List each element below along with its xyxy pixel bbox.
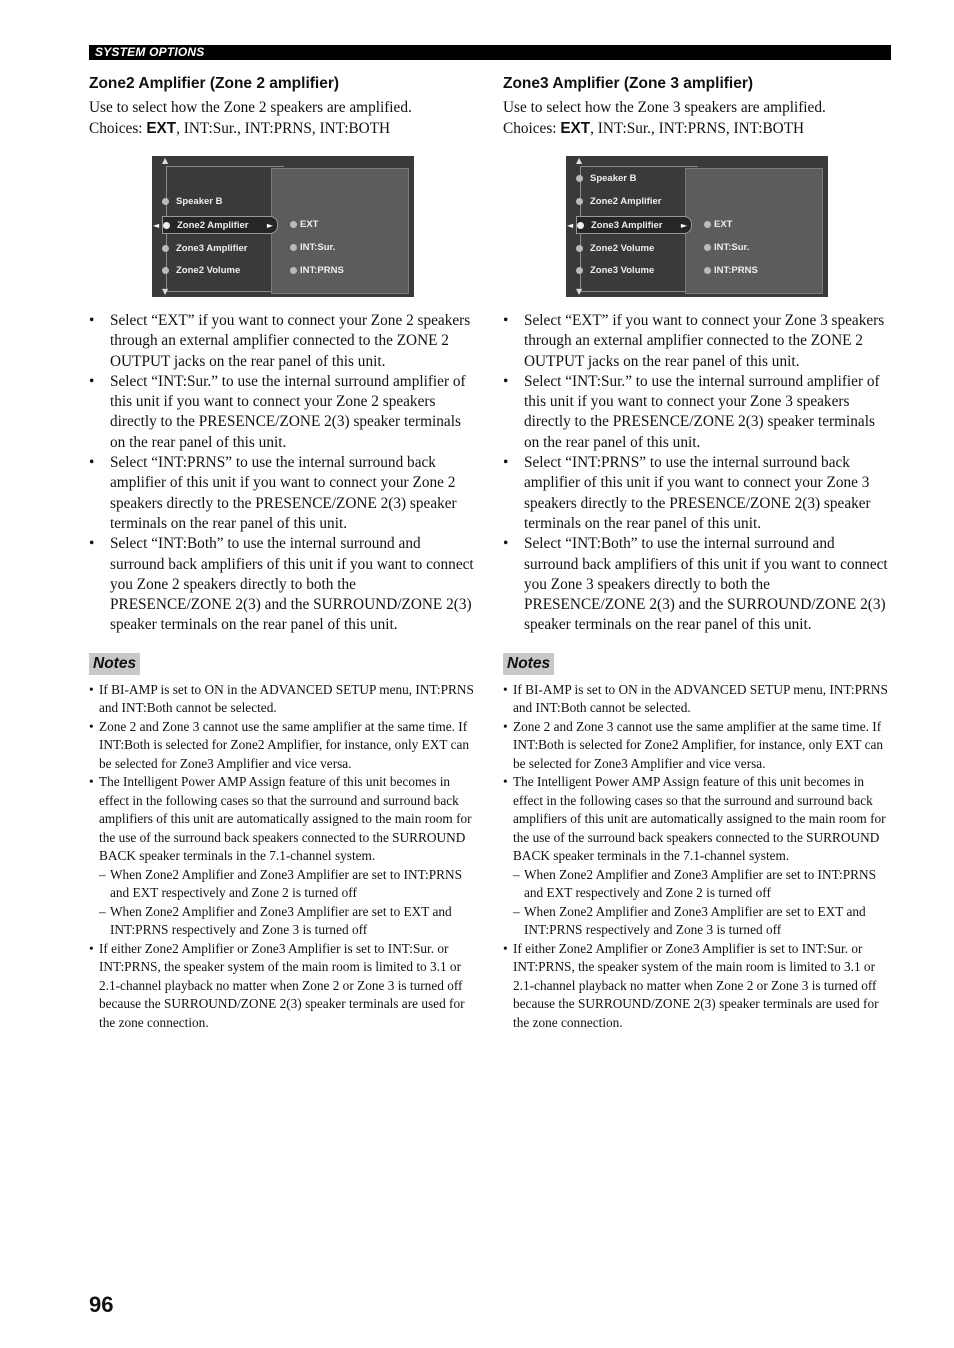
- bullet-dot-icon: [163, 222, 170, 229]
- bullet-dot-icon: [576, 267, 583, 274]
- osd-menu-item: Zone3 Volume: [576, 262, 688, 279]
- zone3-amplifier-column: [503, 74, 889, 1032]
- note-item: • If either Zone2 Amplifier or Zone3 Amplifier is set to INT:Sur. or INT:PRNS, the speaker system of the main room is limited to 3.1 or 2.1-channel playback no matter when Zone 2 or Zone 3 is turned off because the SURROUND/ZONE 2(3) speaker terminals are used for the zone connection.: [89, 940, 475, 1033]
- bullet-dot-icon: [576, 198, 583, 205]
- bullet-dot-icon: [577, 222, 584, 229]
- list-item: • Select “EXT” if you want to connect your Zone 3 speakers through an external amplifier connected to the ZONE 2 OUTPUT jacks on the rear panel of this unit.: [503, 311, 889, 372]
- note-item: • Zone 2 and Zone 3 cannot use the same amplifier at the same time. If INT:Both is selected for Zone2 Amplifier, for instance, only EXT can be selected for Zone3 Amplifier and vice versa.: [89, 718, 475, 774]
- list-item: • Select “INT:Both” to use the internal surround and surround back amplifiers of this unit if you want to connect you Zone 3 speakers directly to both the PRESENCE/ZONE 2(3) and the SURROUND/ZONE 2(3) speaker terminals on the rear panel of this unit.: [503, 534, 889, 635]
- note-subitem: – When Zone2 Amplifier and Zone3 Amplifier are set to INT:PRNS and EXT respectively and Zone 2 is turned off: [99, 866, 475, 903]
- scroll-down-icon: ▼: [162, 287, 169, 296]
- zone2-bullet-list: [89, 311, 475, 636]
- note-subitem: – When Zone2 Amplifier and Zone3 Amplifier are set to EXT and INT:PRNS respectively and Zone 3 is turned off: [513, 903, 889, 940]
- list-item: • Select “EXT” if you want to connect your Zone 2 speakers through an external amplifier connected to the ZONE 2 OUTPUT jacks on the rear panel of this unit.: [89, 311, 475, 372]
- note-sublist: [99, 866, 475, 940]
- osd-menu-item: Speaker B: [162, 193, 274, 210]
- note-subitem: – When Zone2 Amplifier and Zone3 Amplifier are set to INT:PRNS and EXT respectively and Zone 2 is turned off: [513, 866, 889, 903]
- right-arrow-icon: ►: [266, 221, 273, 230]
- bullet-dot-icon: [576, 175, 583, 182]
- bullet-dot-icon: [704, 244, 711, 251]
- note-sublist: [513, 866, 889, 940]
- note-item: • The Intelligent Power AMP Assign feature of this unit becomes in effect in the following cases so that the surround and surround back amplifiers of this unit are automatically assigned to the main room for the use of the surround back speakers connected to the SURROUND BACK speaker terminals in the 7.1-channel system. – When Zone2 Amplifier and Zone3 Amplifier are set to INT:PRNS and EXT respectively and Zone 2 is turned off – When Zone2 Amplifier and Zone3 Amplifier are set to EXT and INT:PRNS respectively and Zone 3 is turned off: [503, 773, 889, 940]
- bullet-dot-icon: [290, 244, 297, 251]
- scroll-down-icon: ▼: [576, 287, 583, 296]
- note-item: • The Intelligent Power AMP Assign feature of this unit becomes in effect in the following cases so that the surround and surround back amplifiers of this unit are automatically assigned to the main room for the use of the surround back speakers connected to the SURROUND BACK speaker terminals in the 7.1-channel system. – When Zone2 Amplifier and Zone3 Amplifier are set to INT:PRNS and EXT respectively and Zone 2 is turned off – When Zone2 Amplifier and Zone3 Amplifier are set to EXT and INT:PRNS respectively and Zone 3 is turned off: [89, 773, 475, 940]
- zone2-osd-screen: ▲ ▼ Speaker B ◄ Zone2 Amplifier ► Zone3 Amplifier Zone2 Volume EXT INT:Sur. INT:PRNS: [152, 156, 414, 297]
- bullet-dot-icon: [576, 245, 583, 252]
- bullet-dot-icon: [290, 221, 297, 228]
- note-item: • If either Zone2 Amplifier or Zone3 Amplifier is set to INT:Sur. or INT:PRNS, the speaker system of the main room is limited to 3.1 or 2.1-channel playback no matter when Zone 2 or Zone 3 is turned off because the SURROUND/ZONE 2(3) speaker terminals are used for the zone connection.: [503, 940, 889, 1033]
- list-item: • Select “INT:Sur.” to use the internal surround amplifier of this unit if you want to connect your Zone 2 speakers directly to the PRESENCE/ZONE 2(3) speaker terminals on the rear panel of this unit.: [89, 372, 475, 453]
- zone3-osd-screen: ▲ ▼ Speaker B Zone2 Amplifier ◄ Zone3 Amplifier ► Zone2 Volume Zone3 Volume EXT INT:Sur. INT:PRNS: [566, 156, 828, 297]
- bullet-dot-icon: [704, 221, 711, 228]
- osd-menu-item: Zone3 Amplifier: [162, 240, 274, 257]
- bullet-dot-icon: [162, 245, 169, 252]
- section-header-bar: [89, 45, 891, 60]
- note-subitem: – When Zone2 Amplifier and Zone3 Amplifier are set to EXT and INT:PRNS respectively and Zone 3 is turned off: [99, 903, 475, 940]
- osd-menu-item-selected: ◄ Zone2 Amplifier ►: [162, 216, 278, 234]
- bullet-dot-icon: [290, 267, 297, 274]
- list-item: • Select “INT:Both” to use the internal surround and surround back amplifiers of this unit if you want to connect you Zone 2 speakers directly to both the PRESENCE/ZONE 2(3) and the SURROUND/ZONE 2(3) speaker terminals on the rear panel of this unit.: [89, 534, 475, 635]
- list-item: • Select “INT:PRNS” to use the internal surround back amplifier of this unit if you want to connect your Zone 2 speakers directly to the PRESENCE/ZONE 2(3) speaker terminals on the rear panel of this unit.: [89, 453, 475, 534]
- zone3-bullet-list: [503, 311, 889, 636]
- scroll-up-icon: ▲: [162, 156, 169, 165]
- osd-menu-item: Zone2 Amplifier: [576, 193, 688, 210]
- left-arrow-icon: ◄: [567, 221, 574, 230]
- zone2-description: Use to select how the Zone 2 speakers are amplified. Choices: EXT, INT:Sur., INT:PRNS, INT:BOTH: [89, 99, 412, 137]
- notes-heading: Notes: [89, 653, 140, 675]
- zone3-amplifier-heading: Zone3 Amplifier (Zone 3 amplifier): [503, 75, 754, 92]
- notes-heading: Notes: [503, 653, 554, 675]
- osd-menu-item: Zone2 Volume: [162, 262, 274, 279]
- osd-menu-item: Zone2 Volume: [576, 240, 688, 257]
- scroll-up-icon: ▲: [576, 156, 583, 165]
- zone3-description: Use to select how the Zone 3 speakers are amplified. Choices: EXT, INT:Sur., INT:PRNS, INT:BOTH: [503, 99, 826, 137]
- left-arrow-icon: ◄: [153, 221, 160, 230]
- note-item: • Zone 2 and Zone 3 cannot use the same amplifier at the same time. If INT:Both is selected for Zone2 Amplifier, for instance, only EXT can be selected for Zone3 Amplifier and vice versa.: [503, 718, 889, 774]
- osd-menu-item: Speaker B: [576, 170, 688, 187]
- note-item: • If BI-AMP is set to ON in the ADVANCED SETUP menu, INT:PRNS and INT:Both cannot be selected.: [89, 681, 475, 718]
- right-arrow-icon: ►: [680, 221, 687, 230]
- bullet-dot-icon: [704, 267, 711, 274]
- list-item: • Select “INT:PRNS” to use the internal surround back amplifier of this unit if you want to connect your Zone 3 speakers directly to the PRESENCE/ZONE 2(3) speaker terminals on the rear panel of this unit.: [503, 453, 889, 534]
- zone2-notes-list: [89, 681, 475, 1033]
- section-header-label: SYSTEM OPTIONS: [95, 45, 205, 59]
- zone2-default-choice: EXT: [146, 119, 177, 137]
- page-number: 96: [89, 1292, 114, 1317]
- zone2-amplifier-column: [89, 74, 475, 1032]
- list-item: • Select “INT:Sur.” to use the internal surround amplifier of this unit if you want to connect your Zone 3 speakers directly to the PRESENCE/ZONE 2(3) speaker terminals on the rear panel of this unit.: [503, 372, 889, 453]
- zone3-default-choice: EXT: [560, 119, 591, 137]
- zone2-amplifier-heading: Zone2 Amplifier (Zone 2 amplifier): [89, 75, 340, 92]
- note-item: • If BI-AMP is set to ON in the ADVANCED SETUP menu, INT:PRNS and INT:Both cannot be selected.: [503, 681, 889, 718]
- osd-menu-item-selected: ◄ Zone3 Amplifier ►: [576, 216, 692, 234]
- bullet-dot-icon: [162, 198, 169, 205]
- bullet-dot-icon: [162, 267, 169, 274]
- zone3-notes-list: [503, 681, 889, 1033]
